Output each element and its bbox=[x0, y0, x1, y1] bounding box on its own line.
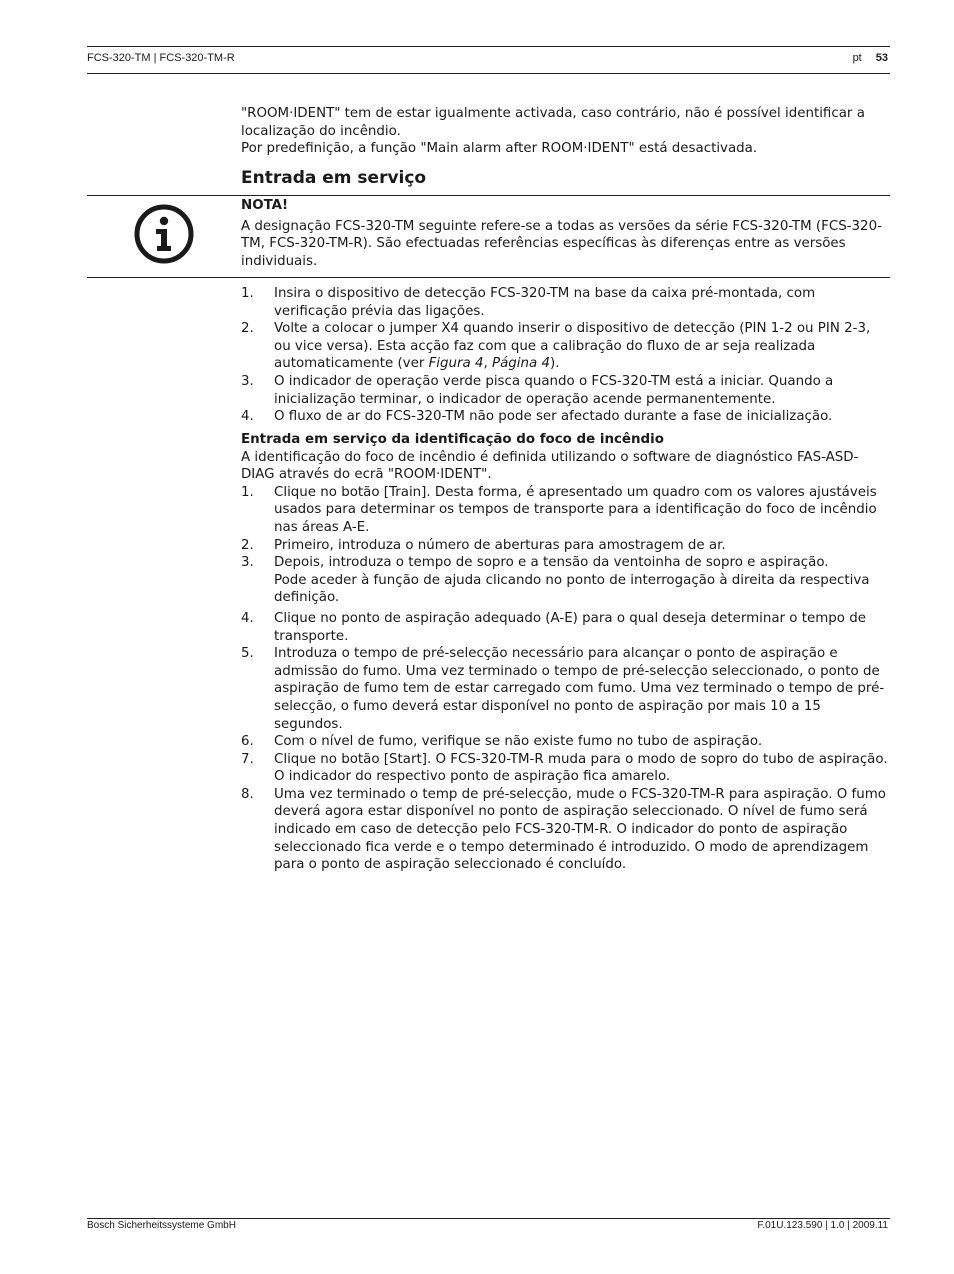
step-text: Com o nível de fumo, verifique se não existe fumo no tubo de aspiração. bbox=[274, 734, 763, 750]
step-number: 4. bbox=[241, 409, 254, 425]
step-text: O fluxo de ar do FCS-320-TM não pode ser afectado durante a fase de inicialização. bbox=[274, 409, 833, 425]
step-number: 8. bbox=[241, 786, 254, 802]
list-item bbox=[241, 786, 889, 874]
step-text: Insira o dispositivo de detecção FCS-320-TM na base da caixa pré-montada, com verificação prévia das ligações. bbox=[274, 286, 816, 319]
list-item bbox=[241, 537, 889, 555]
step-text: Depois, introduza o tempo de sopro e a tensão da ventoinha de sopro e aspiração. bbox=[274, 555, 829, 571]
note-bottom-rule bbox=[87, 277, 890, 278]
step-number: 2. bbox=[241, 321, 254, 337]
note-label: NOTA! bbox=[241, 198, 289, 213]
subsection-intro: A identificação do foco de incêndio é definida utilizando o software de diagnóstico FAS-ASD-DIAG através do ecrã "ROOM·IDENT". bbox=[241, 449, 859, 483]
header-top-rule bbox=[87, 46, 890, 47]
list-item bbox=[241, 408, 889, 426]
note-content bbox=[241, 197, 889, 270]
list-item bbox=[241, 484, 889, 537]
step-number: 3. bbox=[241, 373, 254, 389]
header-product: FCS-320-TM | FCS-320-TM-R bbox=[87, 52, 235, 64]
page-reference: Página 4 bbox=[492, 356, 550, 372]
step-number: 1. bbox=[241, 286, 254, 301]
info-icon bbox=[134, 204, 194, 264]
list-item bbox=[241, 554, 889, 607]
step-number: 3. bbox=[241, 555, 254, 571]
step-text-note: Pode aceder à função de ajuda clicando no ponto de interrogação à direita da respectiva definição. bbox=[274, 572, 870, 606]
step-text: Volte a colocar o jumper X4 quando inserir o dispositivo de detecção (PIN 1-2 ou PIN 2-3, ou vice versa). Esta acção faz com que a calibração do fluxo de ar seja realizada automaticamente (ver bbox=[274, 321, 871, 372]
step-number: 6. bbox=[241, 734, 254, 750]
step-number: 1. bbox=[241, 484, 254, 500]
intro-block bbox=[241, 105, 889, 158]
step-text: Uma vez terminado o temp de pré-selecção, mude o FCS-320-TM-R para aspiração. O fumo deverá agora estar disponível no ponto de aspiração seleccionado. O nível de fumo será indicado em caso de detecção pelo FCS-320-TM-R. O indicador do ponto de aspiração seleccionado fica verde e o tempo determinado é introduzido. O modo de aprendizagem para o ponto de aspiração seleccionado é concluído. bbox=[274, 786, 886, 873]
list-item bbox=[241, 610, 889, 645]
step-number: 5. bbox=[241, 646, 254, 662]
list-item bbox=[241, 373, 889, 408]
list-item bbox=[241, 645, 889, 733]
intro-paragraph-1: "ROOM·IDENT" tem de estar igualmente activada, caso contrário, não é possível identificar a localização do incêndio. bbox=[241, 106, 865, 139]
header-page-number: 53 bbox=[875, 52, 888, 64]
step-number: 4. bbox=[241, 610, 254, 626]
list-item bbox=[241, 733, 889, 751]
identification-section bbox=[241, 431, 889, 874]
commissioning-steps bbox=[241, 285, 889, 426]
figure-reference: Figura 4 bbox=[428, 356, 484, 372]
list-item bbox=[241, 285, 889, 320]
footer-document-reference: F.01U.123.590 | 1.0 | 2009.11 bbox=[757, 1220, 888, 1231]
step-number: 7. bbox=[241, 751, 254, 767]
reference-separator: , bbox=[483, 356, 493, 372]
note-text: A designação FCS-320-TM seguinte refere-se a todas as versões da série FCS-320-TM (FCS-320-TM, FCS-320-TM-R). São efectuadas referências específicas às diferenças entre as versões individuais. bbox=[241, 218, 882, 269]
step-text: Introduza o tempo de pré-selecção necessário para alcançar o ponto de aspiração e admissão do fumo. Uma vez terminado o tempo de pré-selecção seleccionado, o ponto de aspiração de fumo tem de estar carregado com fumo. Uma vez terminado o tempo de pré-selecção, o fumo deverá estar disponível no ponto de aspiração por mais 10 a 15 segundos. bbox=[274, 646, 885, 732]
header-bottom-rule bbox=[87, 73, 890, 74]
note-top-rule bbox=[87, 195, 890, 196]
footer-company: Bosch Sicherheitssysteme GmbH bbox=[87, 1220, 236, 1231]
intro-paragraph-2: Por predefinição, a função "Main alarm after ROOM·IDENT" está desactivada. bbox=[241, 141, 758, 157]
step-number: 2. bbox=[241, 537, 254, 553]
list-item bbox=[241, 751, 889, 786]
footer-rule bbox=[87, 1218, 890, 1219]
step-text: Clique no ponto de aspiração adequado (A-E) para o qual deseja determinar o tempo de transporte. bbox=[274, 610, 866, 644]
header-language: pt bbox=[852, 52, 862, 64]
step-text: O indicador de operação verde pisca quando o FCS-320-TM está a iniciar. Quando a inicialização terminar, o indicador de operação acende permanentemente. bbox=[274, 373, 834, 407]
step-text: Primeiro, introduza o número de aberturas para amostragem de ar. bbox=[274, 537, 726, 553]
step-text: Clique no botão [Start]. O FCS-320-TM-R muda para o modo de sopro do tubo de aspiração. O indicador do respectivo ponto de aspiração fica amarelo. bbox=[274, 751, 888, 785]
subsection-title: Entrada em serviço da identificação do foco de incêndio bbox=[241, 432, 664, 447]
header-page-info bbox=[853, 52, 888, 64]
list-item bbox=[241, 320, 889, 373]
step-text-end: ). bbox=[550, 356, 560, 372]
section-title: Entrada em serviço bbox=[241, 168, 427, 188]
step-text: Clique no botão [Train]. Desta forma, é apresentado um quadro com os valores ajustáveis usados para determinar os tempos de transporte para a identificação do foco de incêndio nas áreas A-E. bbox=[274, 484, 877, 535]
